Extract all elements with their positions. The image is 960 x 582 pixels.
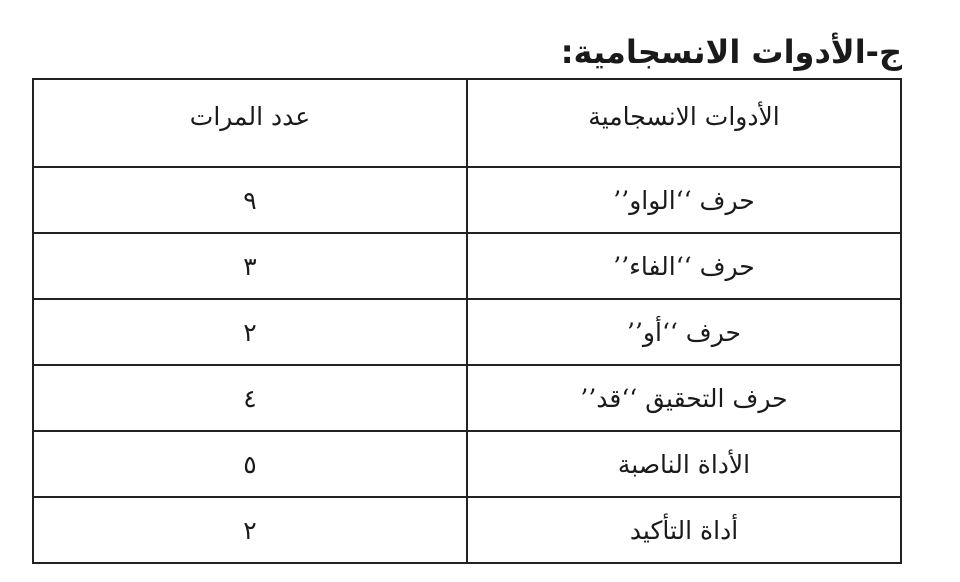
table-row <box>33 167 901 233</box>
tool-cell: حرف ‘‘أو’’ <box>467 299 901 365</box>
cohesion-tools-table <box>32 78 902 564</box>
count-cell: ٢ <box>33 497 467 563</box>
table-row <box>33 431 901 497</box>
table-row <box>33 497 901 563</box>
count-cell: ٥ <box>33 431 467 497</box>
count-cell: ٤ <box>33 365 467 431</box>
header-tool: الأدوات الانسجامية <box>467 79 901 167</box>
count-cell: ٢ <box>33 299 467 365</box>
count-cell: ٣ <box>33 233 467 299</box>
tool-cell: الأداة الناصبة <box>467 431 901 497</box>
tool-cell: حرف التحقيق ‘‘قد’’ <box>467 365 901 431</box>
header-count: عدد المرات <box>33 79 467 167</box>
tool-cell: أداة التأكيد <box>467 497 901 563</box>
table-header-row <box>33 79 901 167</box>
table-row <box>33 299 901 365</box>
count-cell: ٩ <box>33 167 467 233</box>
table-row <box>33 233 901 299</box>
tool-cell: حرف ‘‘الواو’’ <box>467 167 901 233</box>
tool-cell: حرف ‘‘الفاء’’ <box>467 233 901 299</box>
table-row <box>33 365 901 431</box>
section-heading: ج-الأدوات الانسجامية: <box>560 33 902 71</box>
